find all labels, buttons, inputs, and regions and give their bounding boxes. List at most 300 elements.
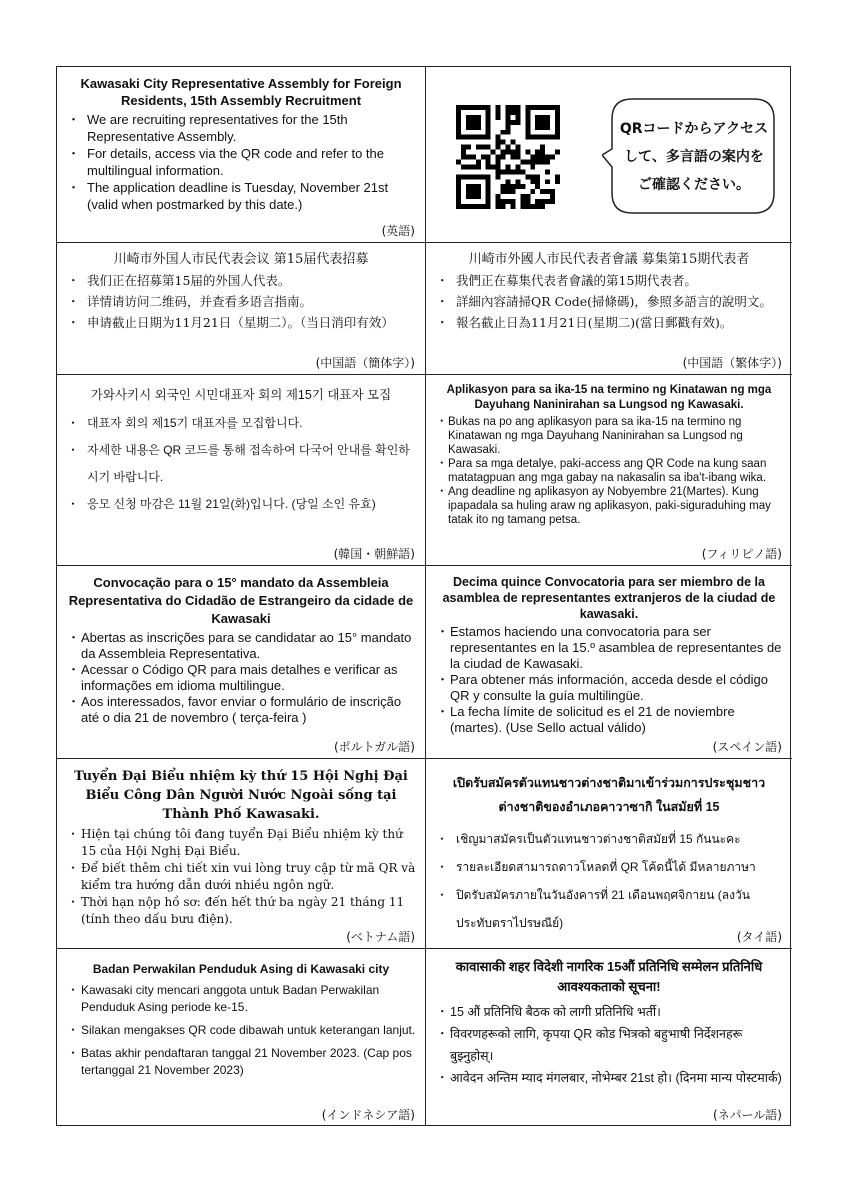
- qr-module: [540, 125, 545, 130]
- qr-module: [461, 174, 466, 179]
- nepali-item-1: ・ 15 औं प्रतिनिधि बैठक को लागी प्रतिनिधि भर्ती।: [434, 1001, 784, 1023]
- qr-module: [501, 189, 506, 194]
- qr-module: [510, 105, 515, 110]
- qr-module: [456, 159, 461, 164]
- spanish-item-2: ・ Para obtener más información, acceda desde el código QR y consulte la guía multilingüe.: [434, 672, 784, 704]
- qr-module: [471, 105, 476, 110]
- qr-module: [545, 115, 550, 120]
- qr-module: [481, 105, 486, 110]
- korean-item-1: ・ 대표자 회의 제15기 대표자를 모집합니다.: [65, 410, 417, 437]
- qr-module: [515, 164, 520, 169]
- vietnamese-item-2: ・ Để biết thêm chi tiết xin vui lòng truy cập từ mã QR và kiểm tra hướng dẫn dưới nhiều ngôn ngữ.: [65, 860, 417, 894]
- qr-module: [530, 155, 535, 160]
- qr-module: [496, 159, 501, 164]
- qr-module: [486, 125, 491, 130]
- qr-module: [535, 184, 540, 189]
- chinese-traditional-cell: [426, 243, 792, 375]
- korean-cell: [57, 375, 426, 566]
- qr-module: [496, 194, 501, 199]
- chinese-traditional-item-3: ・ 報名截止日為11月21日(星期二)(當日郵戳有效)。: [434, 312, 784, 333]
- filipino-item-3: ・ Ang deadline ng aplikasyon ay Nobyembre 21(Martes). Kung ipapadala sa huling araw ng aplikasyon, paki-siguraduhing may tatak ito ng tamang petsa.: [434, 485, 784, 527]
- qr-module: [510, 155, 515, 160]
- qr-module: [530, 204, 535, 209]
- chinese-simplified-list: [65, 270, 417, 333]
- qr-module: [510, 189, 515, 194]
- chinese-traditional-item-2: ・ 詳細內容請掃QR Code(掃條碼)，參照多語言的說明文。: [434, 291, 784, 312]
- qr-module: [555, 174, 560, 179]
- qr-module: [506, 110, 511, 115]
- portuguese-title: Convocação para o 15° mandato da Assembleia Representativa do Cidadão de Estrangeiro da cidade de Kawasaki: [68, 575, 414, 626]
- qr-module: [510, 184, 515, 189]
- nepali-cell: [426, 949, 792, 1126]
- english-list: [65, 111, 417, 213]
- speech-bubble-text: [614, 115, 774, 199]
- qr-module: [545, 135, 550, 140]
- qr-module: [525, 159, 530, 164]
- filipino-lang-label: (フィリピノ語): [701, 547, 782, 561]
- qr-module: [520, 194, 525, 199]
- indonesian-list: [65, 982, 417, 1079]
- qr-module: [510, 140, 515, 145]
- indonesian-title: Badan Perwakilan Penduduk Asing di Kawasaki city: [92, 962, 390, 976]
- qr-module: [491, 150, 496, 155]
- qr-module: [456, 194, 461, 199]
- qr-module: [535, 120, 540, 125]
- qr-module: [496, 135, 501, 140]
- qr-module: [471, 135, 476, 140]
- qr-module: [525, 174, 530, 179]
- chinese-traditional-lang-label: (中国語（繁体字）): [682, 356, 782, 370]
- qr-module: [550, 189, 555, 194]
- qr-module: [461, 135, 466, 140]
- qr-module: [525, 110, 530, 115]
- qr-module: [535, 125, 540, 130]
- qr-module: [506, 105, 511, 110]
- english-item-1: ・ We are recruiting representatives for the 15th Representative Assembly.: [65, 111, 417, 145]
- qr-module: [515, 110, 520, 115]
- qr-module: [471, 125, 476, 130]
- qr-module: [476, 189, 481, 194]
- vietnamese-cell: [57, 759, 426, 949]
- qr-module: [540, 145, 545, 150]
- qr-module: [535, 159, 540, 164]
- thai-title: เปิดรับสมัครตัวแทนชาวต่างชาติมาเข้าร่วมการประชุมชาวต่างชาติของอำเภอคาวาซากิ ในสมัยที่ 15: [452, 776, 766, 814]
- qr-module: [501, 155, 506, 160]
- chinese-simplified-item-1: ・ 我们正在招募第15届的外国人代表。: [65, 270, 417, 291]
- qr-module: [510, 204, 515, 209]
- qr-module: [515, 179, 520, 184]
- qr-module: [466, 194, 471, 199]
- nepali-lang-label: (ネパール語): [712, 1108, 782, 1122]
- qr-module: [496, 115, 501, 120]
- portuguese-item-2: ・ Acessar o Código QR para mais detalhes e verificar as informações em idioma multilingue.: [65, 662, 417, 694]
- qr-module: [486, 194, 491, 199]
- qr-module: [550, 135, 555, 140]
- qr-module: [540, 135, 545, 140]
- qr-module: [525, 199, 530, 204]
- qr-module: [525, 115, 530, 120]
- qr-module: [550, 105, 555, 110]
- qr-cell: [426, 67, 792, 243]
- qr-module: [496, 145, 501, 150]
- chinese-traditional-title: 川崎市外國人市民代表者會議 募集第15期代表者: [468, 252, 750, 267]
- qr-module: [486, 130, 491, 135]
- qr-module: [555, 179, 560, 184]
- qr-module: [471, 174, 476, 179]
- indonesian-cell: [57, 949, 426, 1126]
- filipino-item-2: ・ Para sa mga detalye, paki-access ang QR Code na kung saan matatagpuan ang mga gabay na nakasalin sa iba't-ibang wika.: [434, 457, 784, 485]
- portuguese-list: [65, 630, 417, 726]
- qr-module: [501, 140, 506, 145]
- qr-module: [506, 150, 511, 155]
- indonesian-item-1: ・ Kawasaki city mencari anggota untuk Badan Perwakilan Penduduk Asing periode ke-15.: [65, 982, 417, 1016]
- qr-module: [471, 204, 476, 209]
- qr-module: [486, 105, 491, 110]
- qr-module: [486, 204, 491, 209]
- qr-module: [456, 174, 461, 179]
- qr-module: [466, 105, 471, 110]
- qr-module: [525, 120, 530, 125]
- qr-module: [476, 184, 481, 189]
- qr-module: [476, 115, 481, 120]
- qr-module: [520, 169, 525, 174]
- qr-module: [515, 150, 520, 155]
- qr-module: [550, 194, 555, 199]
- qr-module: [545, 189, 550, 194]
- qr-module: [506, 184, 511, 189]
- qr-module: [471, 184, 476, 189]
- qr-module: [535, 135, 540, 140]
- thai-item-2: ・ รายละเอียดสามารถดาวโหลดที่ QR โค้ดนี้ได้ มีหลายภาษา: [434, 853, 784, 881]
- qr-module: [486, 155, 491, 160]
- qr-module: [506, 189, 511, 194]
- qr-module: [510, 110, 515, 115]
- notice-grid: [56, 66, 791, 1126]
- thai-item-1: ・ เชิญมาสมัครเป็นตัวแทนชาวต่างชาติสมัยที่ 15 กันนะคะ: [434, 825, 784, 853]
- qr-module: [525, 125, 530, 130]
- qr-module: [476, 159, 481, 164]
- chinese-simplified-title: 川崎市外国人市民代表会议 第15届代表招募: [113, 252, 369, 267]
- thai-lang-label: (タイ語): [736, 930, 782, 944]
- qr-module: [461, 105, 466, 110]
- korean-item-2: ・ 자세한 내용은 QR 코드를 통해 접속하여 다국어 안내를 확인하시기 바랍니다.: [65, 437, 417, 491]
- qr-module: [501, 150, 506, 155]
- qr-module: [540, 159, 545, 164]
- qr-module: [515, 169, 520, 174]
- korean-title: 가와사키시 외국인 시민대표자 회의 제15기 대표자 모집: [90, 388, 392, 402]
- qr-module: [456, 135, 461, 140]
- qr-module: [555, 125, 560, 130]
- qr-module: [486, 179, 491, 184]
- qr-module: [461, 145, 466, 150]
- spanish-lang-label: (スペイン語): [712, 740, 782, 754]
- qr-module: [466, 174, 471, 179]
- qr-module: [496, 199, 501, 204]
- qr-module: [525, 204, 530, 209]
- qr-module: [510, 150, 515, 155]
- qr-module: [486, 145, 491, 150]
- spanish-list: [434, 624, 784, 736]
- nepali-list: [434, 1001, 784, 1089]
- qr-module: [476, 105, 481, 110]
- qr-module: [456, 179, 461, 184]
- qr-module: [481, 145, 486, 150]
- qr-module: [506, 199, 511, 204]
- qr-module: [486, 115, 491, 120]
- qr-module: [535, 199, 540, 204]
- qr-module: [476, 204, 481, 209]
- qr-module: [466, 120, 471, 125]
- qr-module: [510, 120, 515, 125]
- qr-module: [491, 164, 496, 169]
- qr-module: [506, 145, 511, 150]
- qr-module: [535, 155, 540, 160]
- qr-module: [466, 135, 471, 140]
- qr-module: [545, 199, 550, 204]
- qr-module: [471, 120, 476, 125]
- qr-module: [530, 164, 535, 169]
- indonesian-item-2: ・ Silakan mengakses QR code dibawah untuk keterangan lanjut.: [65, 1022, 417, 1039]
- english-item-3: ・ The application deadline is Tuesday, November 21st (valid when postmarked by this date.): [65, 179, 417, 213]
- qr-module: [481, 204, 486, 209]
- qr-module: [456, 130, 461, 135]
- qr-module: [530, 159, 535, 164]
- qr-module: [520, 199, 525, 204]
- qr-module: [515, 120, 520, 125]
- qr-module: [486, 135, 491, 140]
- qr-module: [506, 125, 511, 130]
- bubble-line-2: して、多言語の案内を: [624, 149, 764, 165]
- qr-module: [515, 145, 520, 150]
- qr-module: [555, 130, 560, 135]
- spanish-item-1: ・ Estamos haciendo una convocatoria para ser representantes en la 15.º asamblea de representantes de la ciudad de Kawasaki.: [434, 624, 784, 672]
- qr-module: [520, 159, 525, 164]
- qr-module: [476, 174, 481, 179]
- qr-module: [540, 105, 545, 110]
- korean-lang-label: (韓国・朝鮮語): [333, 547, 415, 561]
- qr-module: [515, 184, 520, 189]
- qr-module: [540, 120, 545, 125]
- qr-module: [466, 189, 471, 194]
- qr-module: [540, 115, 545, 120]
- qr-module: [530, 179, 535, 184]
- spanish-title: Decima quince Convocatoria para ser miembro de la asamblea de representantes extranjeros de la ciudad de kawasaki.: [442, 575, 776, 621]
- qr-module: [501, 130, 506, 135]
- qr-module: [476, 164, 481, 169]
- filipino-title: Aplikasyon para sa ika-15 na termino ng Kinatawan ng mga Dayuhang Naninirahan sa Lungsod ng Kawasaki.: [446, 384, 772, 411]
- qr-module: [476, 194, 481, 199]
- qr-module: [506, 179, 511, 184]
- qr-module: [456, 204, 461, 209]
- chinese-simplified-item-2: ・ 详情请访问二维码，并查看多语言指南。: [65, 291, 417, 312]
- qr-module: [535, 179, 540, 184]
- qr-module: [496, 105, 501, 110]
- indonesian-item-3: ・ Batas akhir pendaftaran tanggal 21 November 2023. (Cap pos tertanggal 21 November 2023): [65, 1045, 417, 1079]
- portuguese-lang-label: (ポルトガル語): [333, 740, 415, 754]
- qr-module: [456, 199, 461, 204]
- qr-module: [530, 105, 535, 110]
- qr-module: [456, 120, 461, 125]
- qr-module: [466, 204, 471, 209]
- qr-module: [461, 164, 466, 169]
- thai-list: [434, 825, 784, 937]
- nepali-item-3: ・ आवेदन अन्तिम म्याद मंगलबार, नोभेम्बर 21st हो। (दिनमा मान्य पोस्टमार्क): [434, 1067, 784, 1089]
- qr-code-icon[interactable]: [456, 105, 560, 209]
- bubble-line-1: QRコードからアクセス: [619, 121, 769, 137]
- qr-module: [466, 125, 471, 130]
- qr-module: [486, 184, 491, 189]
- nepali-item-2: ・ विवरणहरूको लागि, कृपया QR कोड भित्रको बहुभाषी निर्देशनहरू बुझ्नुहोस्।: [434, 1023, 784, 1067]
- qr-module: [555, 150, 560, 155]
- qr-module: [506, 164, 511, 169]
- qr-module: [535, 150, 540, 155]
- qr-module: [545, 155, 550, 160]
- qr-module: [471, 155, 476, 160]
- qr-module: [461, 150, 466, 155]
- thai-cell: [426, 759, 792, 949]
- qr-module: [510, 169, 515, 174]
- qr-module: [466, 164, 471, 169]
- chinese-traditional-list: [434, 270, 784, 333]
- qr-module: [456, 105, 461, 110]
- vietnamese-item-1: ・ Hiện tại chúng tôi đang tuyển Đại Biểu nhiệm kỳ thứ 15 của Hội Nghị Đại Biểu.: [65, 826, 417, 860]
- qr-module: [550, 155, 555, 160]
- qr-module: [515, 115, 520, 120]
- korean-item-3: ・ 응모 신청 마감은 11월 21일(화)입니다. (당일 소인 유효): [65, 491, 417, 518]
- qr-module: [506, 115, 511, 120]
- qr-module: [530, 135, 535, 140]
- qr-module: [496, 155, 501, 160]
- qr-module: [486, 174, 491, 179]
- qr-module: [466, 184, 471, 189]
- chinese-simplified-cell: [57, 243, 426, 375]
- qr-module: [545, 125, 550, 130]
- vietnamese-list: [65, 826, 417, 928]
- filipino-item-1: ・ Bukas na po ang aplikasyon para sa ika-15 na termino ng Kinatawan ng mga Dayuhang Naninirahan sa Lungsod ng Kawasaki.: [434, 415, 784, 457]
- qr-module: [496, 169, 501, 174]
- qr-module: [525, 150, 530, 155]
- qr-module: [506, 169, 511, 174]
- qr-module: [545, 120, 550, 125]
- portuguese-item-1: ・ Abertas as inscrições para se candidatar ao 15° mandato da Assembleia Representativa.: [65, 630, 417, 662]
- qr-module: [525, 130, 530, 135]
- qr-module: [506, 120, 511, 125]
- qr-module: [545, 159, 550, 164]
- filipino-list: [434, 415, 784, 527]
- qr-module: [496, 140, 501, 145]
- english-title: Kawasaki City Representative Assembly for Foreign Residents, 15th Assembly Recruitment: [80, 76, 402, 108]
- english-lang-label: (英語): [381, 224, 415, 238]
- qr-module: [555, 135, 560, 140]
- qr-module: [486, 189, 491, 194]
- qr-module: [515, 105, 520, 110]
- thai-item-3: ・ ปิดรับสมัครภายในวันอังคารที่ 21 เดือนพฤศจิกายน (ลงวันประทับตราไปรษณีย์): [434, 881, 784, 937]
- qr-module: [535, 115, 540, 120]
- qr-module: [456, 184, 461, 189]
- qr-module: [540, 189, 545, 194]
- qr-module: [501, 169, 506, 174]
- qr-module: [486, 199, 491, 204]
- qr-module: [515, 155, 520, 160]
- korean-list: [65, 410, 417, 518]
- qr-module: [540, 150, 545, 155]
- qr-module: [481, 174, 486, 179]
- qr-module: [471, 115, 476, 120]
- qr-module: [486, 120, 491, 125]
- spanish-cell: [426, 566, 792, 759]
- qr-module: [461, 155, 466, 160]
- qr-module: [481, 135, 486, 140]
- english-item-2: ・ For details, access via the QR code and refer to the multilingual information.: [65, 145, 417, 179]
- qr-module: [486, 110, 491, 115]
- qr-module: [476, 125, 481, 130]
- bubble-line-3: ご確認ください。: [638, 177, 750, 193]
- indonesian-lang-label: (インドネシア語): [321, 1108, 415, 1122]
- chinese-traditional-item-1: ・ 我們正在募集代表者會議的第15期代表者。: [434, 270, 784, 291]
- qr-module: [545, 105, 550, 110]
- qr-module: [545, 179, 550, 184]
- qr-module: [520, 184, 525, 189]
- qr-module: [496, 164, 501, 169]
- qr-module: [555, 120, 560, 125]
- qr-module: [496, 204, 501, 209]
- qr-module: [535, 204, 540, 209]
- filipino-cell: [426, 375, 792, 566]
- english-cell: [57, 67, 426, 243]
- qr-module: [510, 199, 515, 204]
- qr-module: [530, 189, 535, 194]
- qr-module: [466, 155, 471, 160]
- qr-module: [520, 204, 525, 209]
- qr-module: [471, 189, 476, 194]
- qr-module: [456, 189, 461, 194]
- qr-module: [466, 115, 471, 120]
- vietnamese-item-3: ・ Thời hạn nộp hồ sơ: đến hết thứ ba ngày 21 tháng 11 (tính theo dấu bưu điện).: [65, 894, 417, 928]
- qr-module: [525, 194, 530, 199]
- qr-module: [456, 110, 461, 115]
- qr-module: [461, 204, 466, 209]
- qr-module: [456, 125, 461, 130]
- qr-module: [555, 115, 560, 120]
- qr-module: [501, 204, 506, 209]
- qr-module: [550, 199, 555, 204]
- qr-module: [481, 155, 486, 160]
- qr-module: [530, 174, 535, 179]
- qr-module: [501, 199, 506, 204]
- chinese-simplified-item-3: ・ 申请截止日期为11月21日（星期二）。（当日消印有效）: [65, 312, 417, 333]
- portuguese-item-3: ・ Aos interessados, favor enviar o formulário de inscrição até o dia 21 de novembro ( terça-feira ): [65, 694, 417, 726]
- qr-module: [476, 135, 481, 140]
- vietnamese-title: Tuyển Đại Biểu nhiệm kỳ thứ 15 Hội Nghị Đại Biểu Công Dân Người Nước Ngoài sống tại Thành Phố Kawasaki.: [74, 769, 408, 822]
- qr-module: [545, 169, 550, 174]
- qr-module: [535, 174, 540, 179]
- qr-module: [476, 145, 481, 150]
- qr-module: [496, 174, 501, 179]
- qr-module: [525, 105, 530, 110]
- qr-module: [471, 164, 476, 169]
- qr-module: [501, 184, 506, 189]
- qr-module: [486, 164, 491, 169]
- qr-module: [476, 120, 481, 125]
- qr-module: [540, 155, 545, 160]
- qr-module: [535, 105, 540, 110]
- portuguese-cell: [57, 566, 426, 759]
- qr-module: [555, 110, 560, 115]
- vietnamese-lang-label: (ベトナム語): [346, 930, 415, 944]
- qr-module: [506, 130, 511, 135]
- qr-module: [471, 194, 476, 199]
- qr-module: [456, 115, 461, 120]
